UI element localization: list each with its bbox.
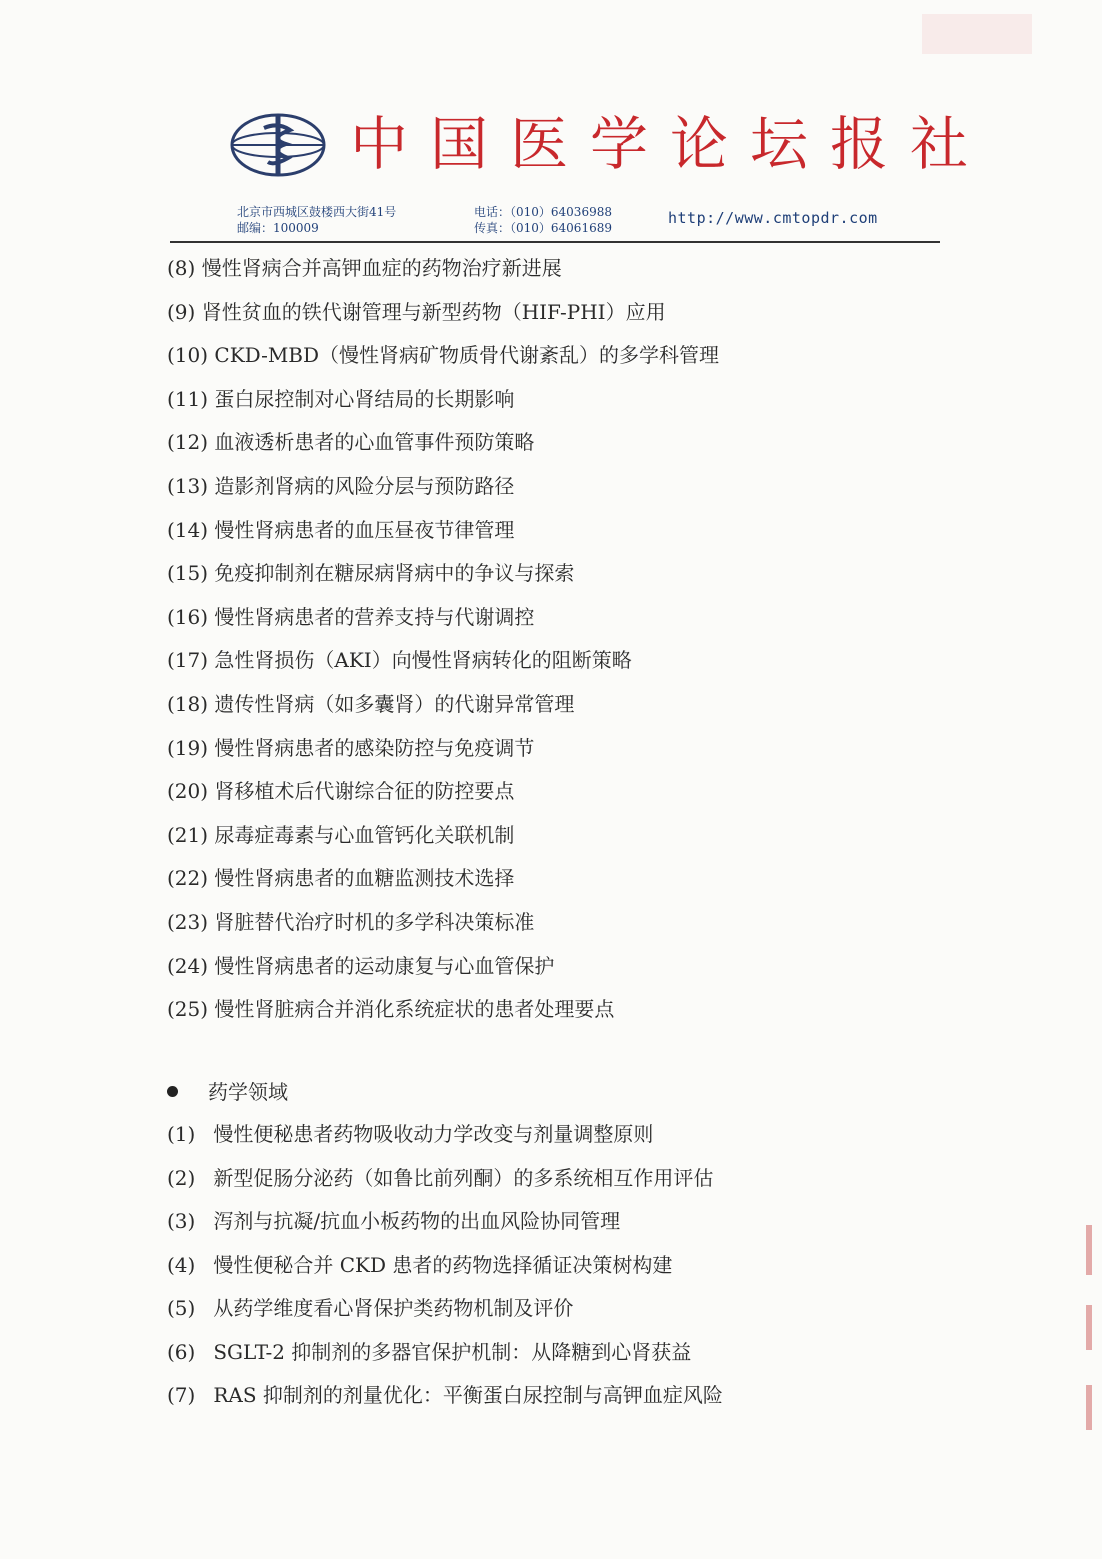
item-number: (9) [167,299,196,324]
list-item [167,254,719,298]
list-item [167,690,719,734]
item-number: (15) [167,561,209,586]
item-text: 肾移植术后代谢综合征的防控要点 [214,779,515,804]
item-text: 慢性肾病患者的运动康复与心血管保护 [214,953,555,978]
item-text: 慢性肾病患者的感染防控与免疫调节 [214,735,535,760]
list-item [167,864,719,908]
item-text: 肾性贫血的铁代谢管理与新型药物（HIF-PHI）应用 [201,299,666,324]
item-number: (19) [167,735,209,760]
stamp-mark [922,14,1032,54]
list-item [167,516,719,560]
item-number: (11) [167,386,209,411]
item-number: (5) [167,1296,196,1320]
item-number: (3) [167,1209,196,1233]
item-text: 尿毒症毒素与心血管钙化关联机制 [214,822,515,847]
item-number: (13) [167,473,209,498]
fax-text: 传真：（010）64061689 [474,221,612,235]
item-number: (23) [167,909,209,934]
item-text: SGLT-2 抑制剂的多器官保护机制：从降糖到心肾获益 [213,1339,692,1364]
item-text: 遗传性肾病（如多囊肾）的代谢异常管理 [214,691,575,716]
list-item [167,298,719,342]
item-number: (24) [167,953,209,978]
list-item [167,603,719,647]
item-number: (20) [167,779,209,804]
item-number: (10) [167,343,209,368]
item-number: (14) [167,517,209,542]
list-item [167,952,719,996]
item-number: (16) [167,604,209,629]
address-text: 北京市西城区鼓楼西大街41号 [237,205,397,219]
list-item [167,1338,723,1382]
item-text: 肾脏替代治疗时机的多学科决策标准 [214,909,535,934]
item-number: (4) [167,1252,196,1277]
item-text: 新型促肠分泌药（如鲁比前列酮）的多系统相互作用评估 [213,1165,714,1190]
item-number: (21) [167,822,209,847]
list-item [167,559,719,603]
item-text: RAS 抑制剂的剂量优化：平衡蛋白尿控制与高钾血症风险 [213,1383,723,1407]
item-number: (1) [167,1122,196,1146]
item-text: 血液透析患者的心血管事件预防策略 [214,430,535,455]
item-number: (12) [167,430,209,455]
postcode-text: 邮编：100009 [237,221,319,235]
section-heading [167,1078,288,1106]
item-text: 慢性肾病患者的血压昼夜节律管理 [214,517,515,542]
list-item [167,1381,723,1425]
header-divider [170,241,940,243]
website-link[interactable]: http://www.cmtopdr.com [668,209,878,227]
item-number: (22) [167,866,209,891]
item-text: 慢性便秘合并 CKD 患者的药物选择循证决策树构建 [213,1252,673,1277]
item-number: (8) [167,256,196,280]
publisher-name: 中国医学论坛报社 [350,110,991,178]
list-item [167,1120,723,1164]
list-item [167,734,719,778]
item-text: 免疫抑制剂在糖尿病肾病中的争议与探索 [214,561,575,586]
list-item [167,1294,723,1338]
item-text: 从药学维度看心肾保护类药物机制及评价 [213,1296,574,1320]
item-number: (17) [167,648,209,673]
address-block [237,204,396,236]
item-number: (18) [167,691,209,716]
item-text: 急性肾损伤（AKI）向慢性肾病转化的阻断策略 [214,648,632,673]
phone-text: 电话：（010）64036988 [474,205,612,219]
item-number: (2) [167,1165,196,1190]
list-item [167,995,719,1039]
list-item [167,646,719,690]
topic-list [167,254,719,1039]
item-text: CKD-MBD（慢性肾病矿物质骨代谢紊乱）的多学科管理 [214,343,720,368]
pharmacy-topic-list [167,1120,723,1425]
item-number: (25) [167,997,209,1022]
list-item [167,777,719,821]
edge-stamp-mark [1086,1225,1092,1275]
item-text: 慢性肾脏病合并消化系统症状的患者处理要点 [214,997,615,1022]
list-item [167,821,719,865]
letterhead [228,106,991,186]
item-text: 泻剂与抗凝/抗血小板药物的出血风险协同管理 [213,1209,621,1233]
phone-block [474,204,612,236]
publisher-logo-icon [228,110,328,180]
edge-stamp-mark [1086,1385,1092,1430]
item-number: (7) [167,1383,196,1407]
item-text: 蛋白尿控制对心肾结局的长期影响 [214,386,515,411]
item-number: (6) [167,1339,196,1364]
item-text: 慢性肾病合并高钾血症的药物治疗新进展 [201,256,562,280]
list-item [167,385,719,429]
item-text: 慢性肾病患者的营养支持与代谢调控 [214,604,535,629]
bullet-icon [167,1086,178,1097]
section-title: 药学领域 [208,1080,288,1104]
edge-stamp-mark [1086,1305,1092,1350]
item-text: 慢性便秘患者药物吸收动力学改变与剂量调整原则 [213,1122,654,1146]
list-item [167,1251,723,1295]
list-item [167,1207,723,1251]
list-item [167,472,719,516]
item-text: 慢性肾病患者的血糖监测技术选择 [214,866,515,891]
list-item [167,428,719,472]
list-item [167,1164,723,1208]
list-item [167,341,719,385]
item-text: 造影剂肾病的风险分层与预防路径 [214,473,515,498]
list-item [167,908,719,952]
